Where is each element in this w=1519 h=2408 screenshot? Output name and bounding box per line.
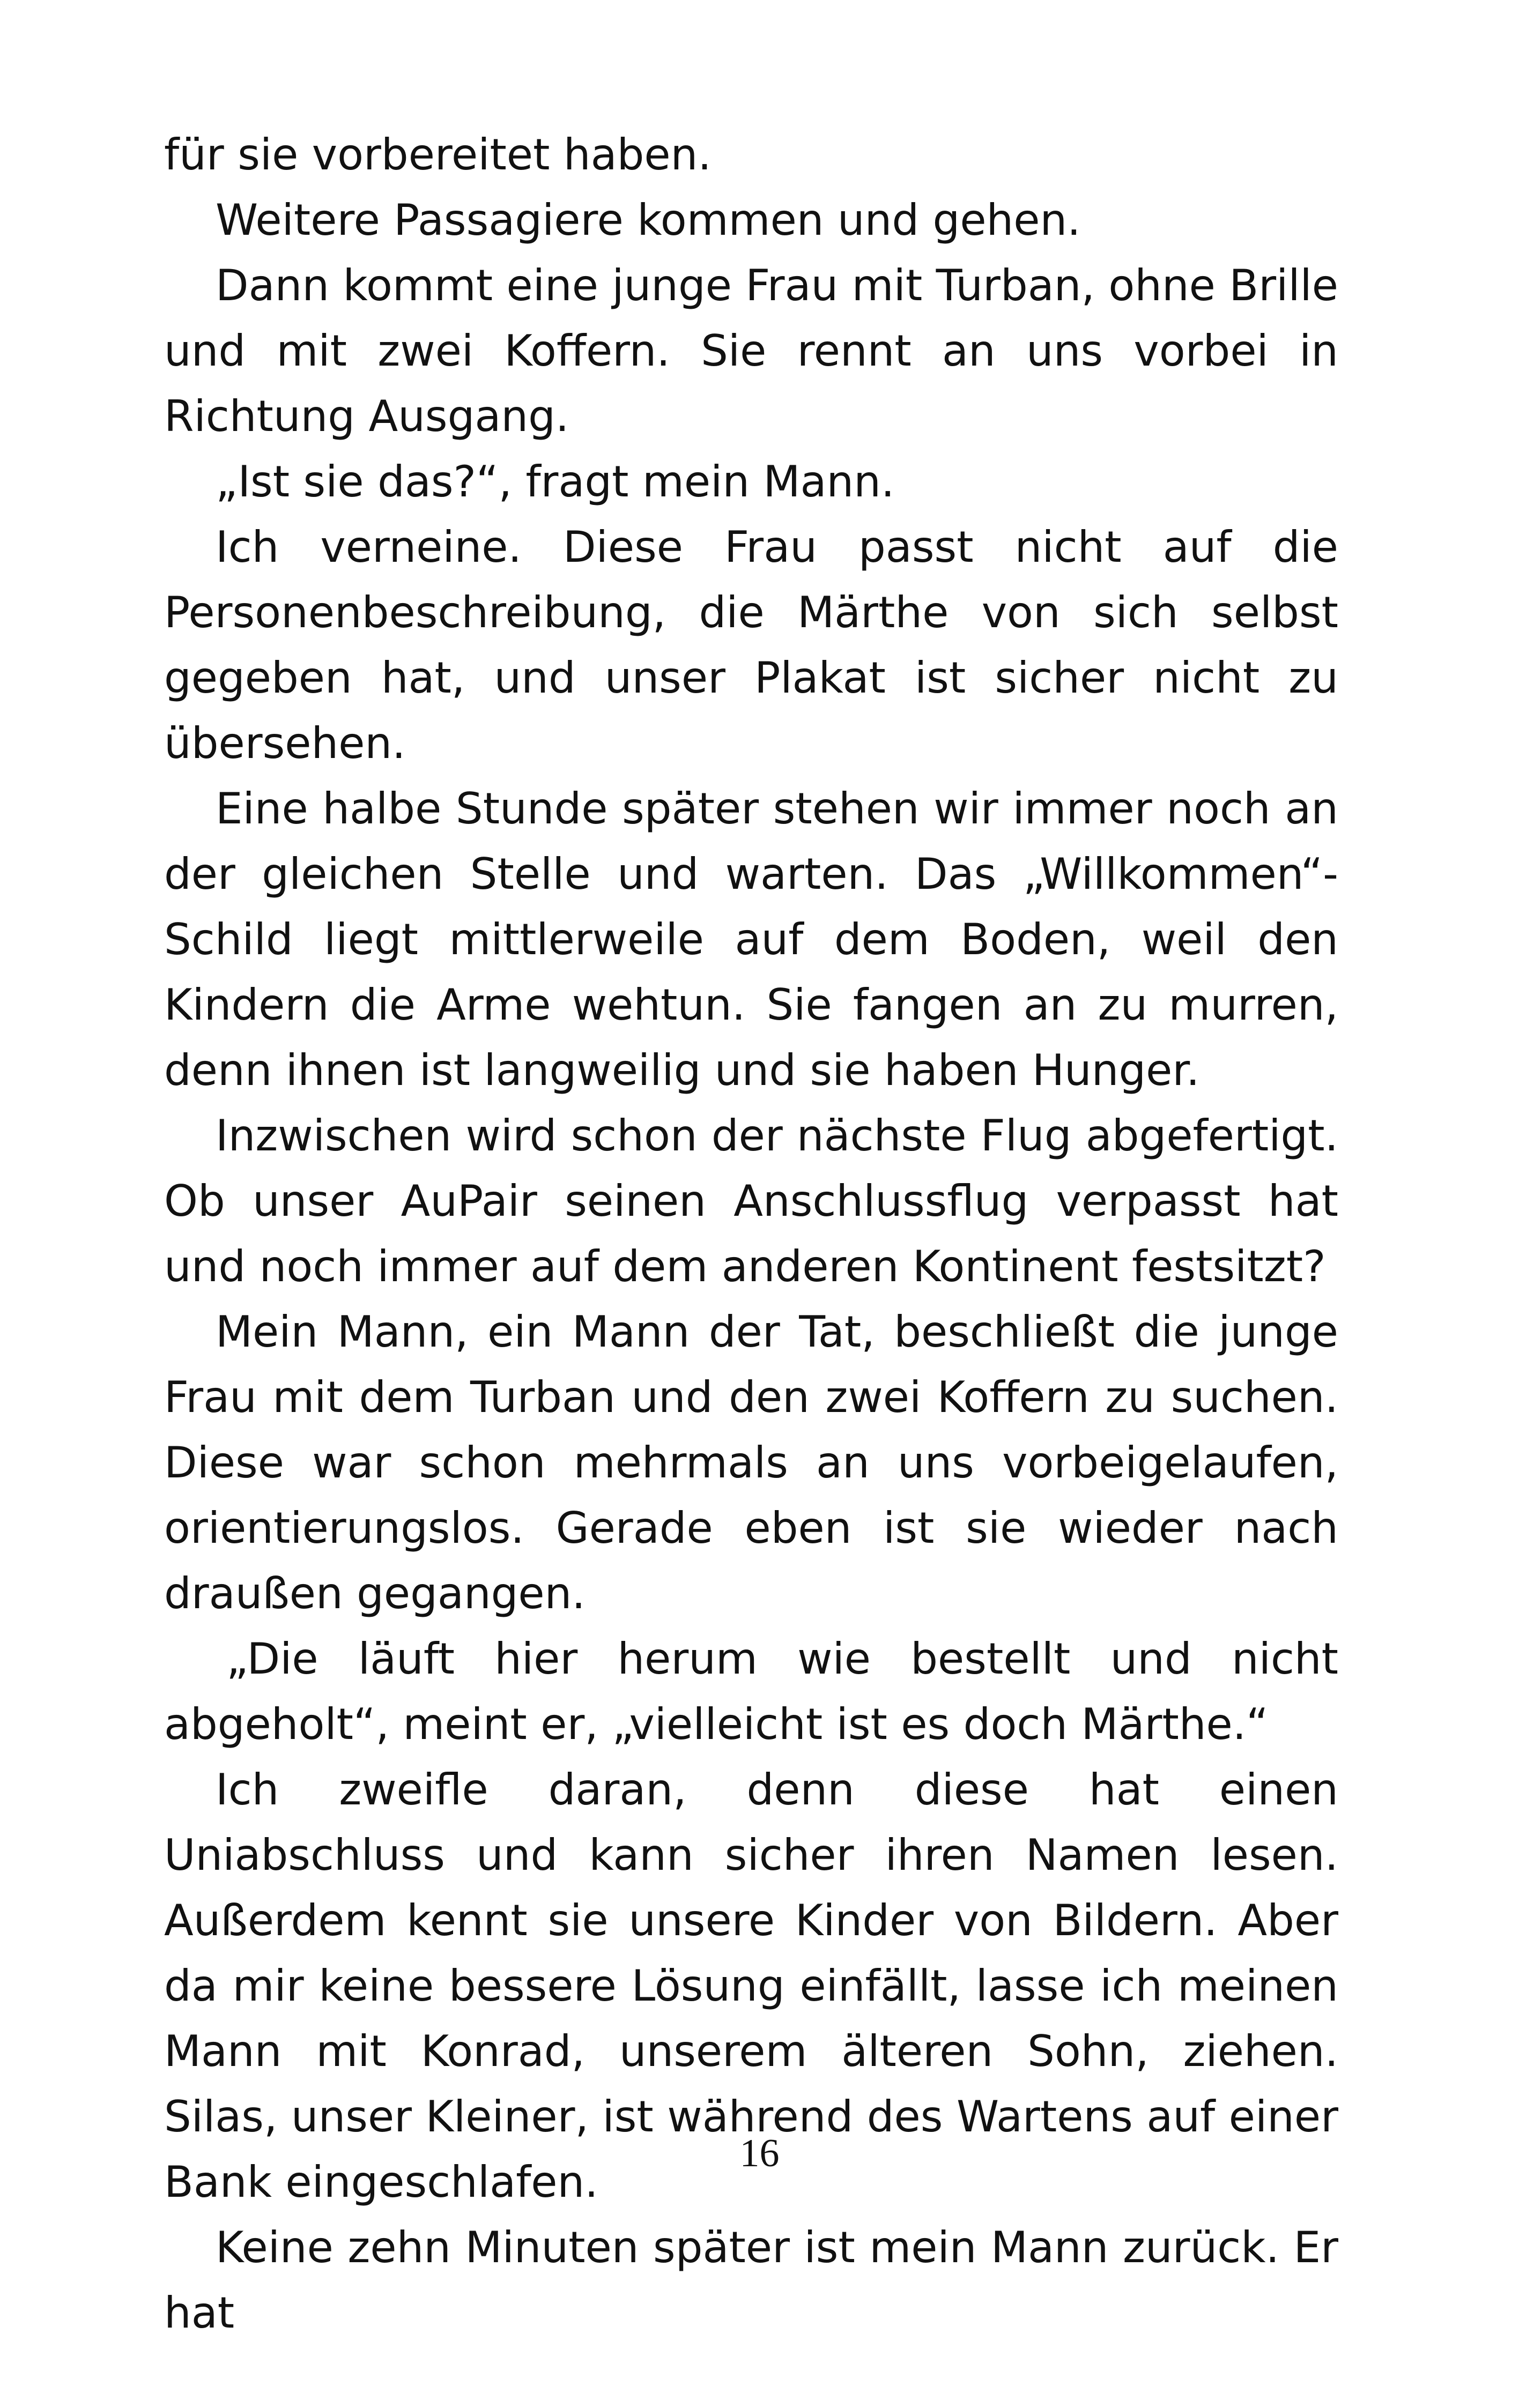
- paragraph: Ich zweifle daran, denn diese hat einen Uniabschluss und kann sicher ihren Namen lesen. Außerdem kennt sie unsere Kinder von Bildern. Aber da mir keine bessere Lösung einfällt, lasse ich meinen Mann mit Konrad, unserem älteren Sohn, ziehen. Silas, unser Kleiner, ist während des Wartens auf einer Bank eingeschlafen.: [164, 1765, 1338, 2207]
- paragraph: Weitere Passagiere kommen und gehen.: [216, 195, 1081, 245]
- paragraph: „Die läuft hier herum wie bestellt und nicht abgeholt“, meint er, „vielleicht ist es doch Märthe.“: [164, 1634, 1338, 1749]
- paragraph: „Ist sie das?“, fragt mein Mann.: [216, 457, 895, 507]
- body-text: [164, 122, 1338, 2346]
- paragraph: Keine zehn Minuten später ist mein Mann zurück. Er hat: [164, 2223, 1338, 2338]
- paragraph: Dann kommt eine junge Frau mit Turban, ohne Brille und mit zwei Koffern. Sie rennt an uns vorbei in Richtung Ausgang.: [164, 261, 1338, 441]
- paragraph: für sie vorbereitet haben.: [164, 130, 712, 180]
- paragraph: Ich verneine. Diese Frau passt nicht auf die Personenbeschreibung, die Märthe von sich selbst gegeben hat, und unser Plakat ist sicher nicht zu übersehen.: [164, 522, 1338, 768]
- paragraph: Inzwischen wird schon der nächste Flug abgefertigt. Ob unser AuPair seinen Anschlussflug verpasst hat und noch immer auf dem anderen Kontinent festsitzt?: [164, 1111, 1338, 1291]
- paragraph: Mein Mann, ein Mann der Tat, beschließt die junge Frau mit dem Turban und den zwei Koffern zu suchen. Diese war schon mehrmals an uns vorbeigelaufen, orientierungslos. Gerade eben ist sie wieder nach draußen gegangen.: [164, 1307, 1338, 1618]
- page-number: 16: [739, 2131, 780, 2175]
- paragraph: Eine halbe Stunde später stehen wir immer noch an der gleichen Stelle und warten. Das „Willkommen“-Schild liegt mittlerweile auf dem Boden, weil den Kindern die Arme wehtun. Sie fangen an zu murren, denn ihnen ist langweilig und sie haben Hunger.: [164, 784, 1338, 1095]
